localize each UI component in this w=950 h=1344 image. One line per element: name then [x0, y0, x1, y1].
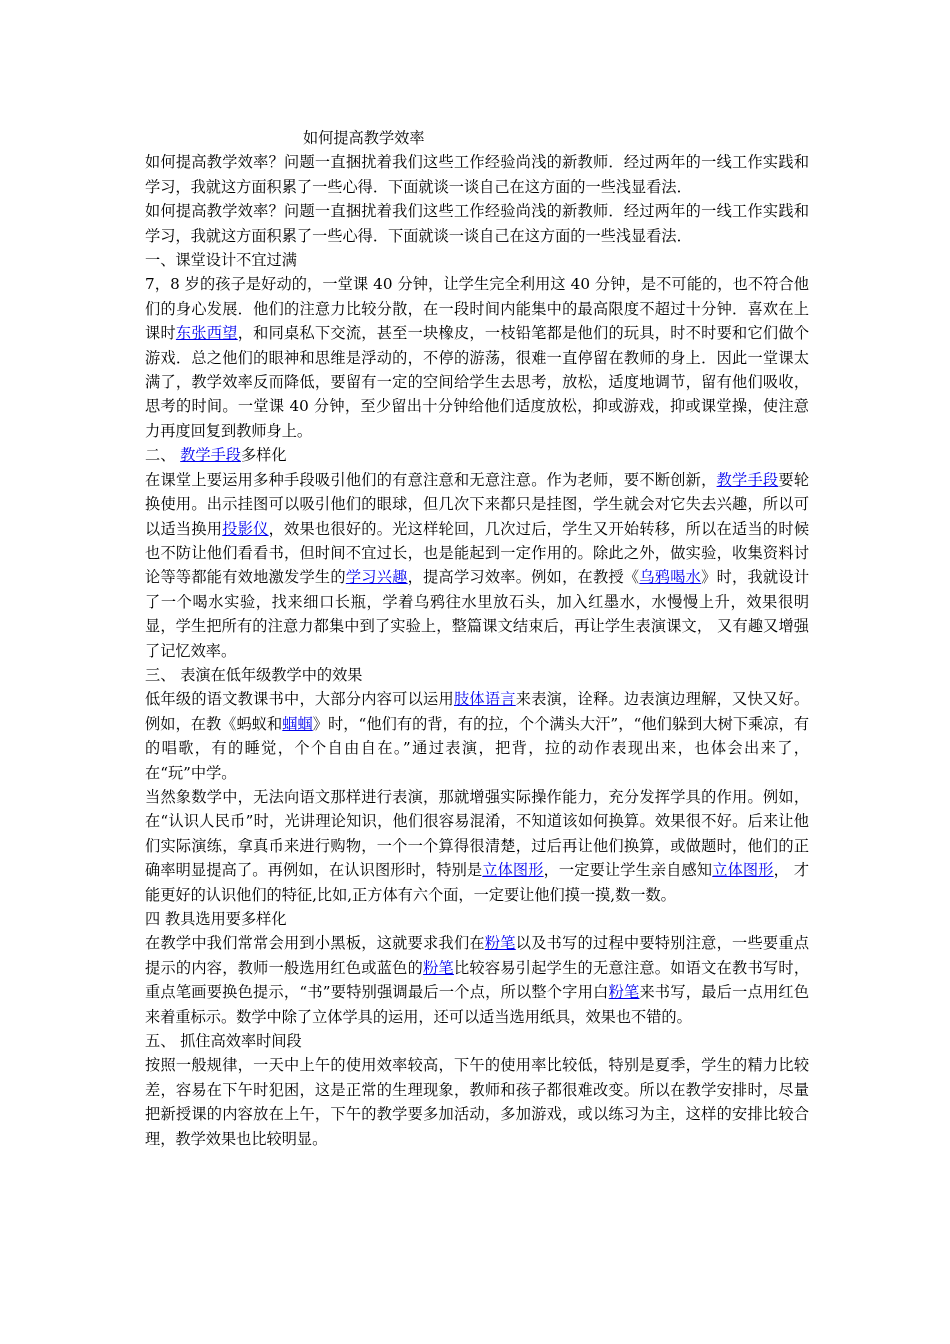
text-run: 五、 抓住高效率时间段	[145, 1032, 302, 1051]
text-run: 在教学中我们常常会用到小黑板，这就要求我们在	[145, 934, 485, 953]
text-run: ，提高学习效率。例如，在教授《	[407, 568, 640, 587]
paragraph	[145, 272, 809, 443]
text-run: 当然象数学中，无法向语文那样进行表演，那就增强实际操作能力，充分发挥学具的作用。例如，在“认识人民币”时，光讲理论知识，他们很容易混淆，不知道该如何换算。效果很不好。后来让他们实际演练，拿真币来进行购物，一个一个算得很清楚，过后再让他们换算，或做题时，他们的正确率明显提高了。再例如，在认识图形时，特别是	[145, 787, 809, 880]
text-run: 如何提高教学效率？问题一直捆扰着我们这些工作经验尚浅的新教师．经过两年的一线工作实践和学习，我就这方面积累了一些心得．下面就谈一谈自己在这方面的一些浅显看法．	[145, 202, 809, 245]
text-run: 》时，我就设计了一个喝水实验，找来细口长瓶，学着乌鸦往水里放石头，加入红墨水，水慢慢上升，效果很明显，学生把所有的注意力都集中到了实验上，整篇课文结束后，再让学生表演课文， 又有趣又增强了记忆效率。	[145, 568, 810, 660]
section-heading	[145, 248, 809, 272]
paragraph	[145, 931, 809, 1029]
keyword-link[interactable]: 投影仪	[222, 519, 269, 538]
keyword-link[interactable]: 教学手段	[716, 470, 779, 489]
section-heading	[145, 1029, 809, 1053]
text-run: ，效果也很好的。光这样轮回，几次过后，学生又开始转移，所以在适当的时候也不防让他们看看书，但时间不宜过长，也是能起到一定作用的。除此之外，做实验，收集资料讨论等等都能有效地激发学生的	[145, 519, 810, 587]
keyword-link[interactable]: 立体图形	[712, 861, 774, 880]
keyword-link[interactable]: 教学手段	[180, 446, 241, 465]
document-title: 如何提高教学效率	[303, 129, 425, 147]
text-run: 如何提高教学效率？问题一直捆扰着我们这些工作经验尚浅的新教师．经过两年的一线工作实践和学习，我就这方面积累了一些心得．下面就谈一谈自己在这方面的一些浅显看法．	[145, 153, 809, 196]
keyword-link[interactable]: 乌鸦喝水	[639, 568, 702, 587]
paragraph	[145, 150, 809, 199]
text-run: 低年级的语文教课书中，大部分内容可以运用	[145, 690, 454, 709]
keyword-link[interactable]: 粉笔	[423, 958, 454, 977]
text-run: 》时，“他们有的背，有的拉，个个满头大汗”，“他们躲到大树下乘凉，有的唱歌，有的睡觉，个个自由自在。”通过表演，把背，拉的动作表现出来，也体会出来了，在“玩”中学。	[145, 714, 810, 782]
paragraph	[145, 199, 809, 248]
text-run: 7，8 岁的孩子是好动的，一堂课 40 分钟，让学生完全利用这 40 分钟，是不可能的，也不符合他们的身心发展．他们的注意力比较分散，在一段时间内能集中的最高限度不超过十分钟．喜欢在上课时	[145, 275, 809, 343]
text-run: 比较容易引起学生的无意注意。如语文在教书写时，重点笔画要换色提示，“书”要特别强调最后一个点，所以整个字用白	[145, 958, 810, 1002]
text-run: 按照一般规律，一天中上午的使用效率较高，下午的使用率比较低，特别是夏季，学生的精力比较差，容易在下午时犯困，这是正常的生理现象，教师和孩子都很难改变。所以在教学安排时，尽量把新授课的内容放在上午，下午的教学要多加活动，多加游戏，或以练习为主，这样的安排比较合理，教学效果也比较明显。	[145, 1056, 809, 1148]
paragraph	[145, 785, 809, 907]
text-run: ， 才能更好的认识他们的特征,比如,正方体有六个面，一定要让他们摸一摸,数一数。	[145, 861, 810, 904]
text-run: ，一定要让学生亲自感知	[543, 861, 713, 880]
keyword-link[interactable]: 东张西望	[175, 324, 238, 343]
text-run: 二、	[145, 446, 181, 465]
keyword-link[interactable]: 学习兴趣	[345, 568, 408, 587]
keyword-link[interactable]: 粉笔	[484, 934, 516, 953]
text-run: 来书写，最后一点用红色来着重标示。数学中除了立体学具的运用，还可以适当选用纸具，效果也不错的。	[145, 983, 810, 1026]
keyword-link[interactable]: 肢体语言	[453, 690, 516, 709]
document-page	[145, 126, 809, 1151]
document-body	[145, 150, 809, 1151]
section-heading	[145, 907, 809, 931]
paragraph	[145, 687, 809, 785]
keyword-link[interactable]: 粉笔	[608, 983, 640, 1002]
paragraph	[145, 468, 809, 663]
text-run: 在课堂上要运用多种手段吸引他们的有意注意和无意注意。作为老师，要不断创新，	[145, 470, 717, 489]
text-run: 以及书写的过程中要特别注意，一些要重点提示的内容，教师一般选用红色或蓝色的	[145, 934, 810, 977]
section-heading	[145, 663, 809, 687]
paragraph	[145, 1053, 809, 1151]
section-heading	[145, 443, 809, 467]
text-run: 要轮换使用。出示挂图可以吸引他们的眼球，但几次下来都只是挂图，学生就会对它失去兴趣，所以可以适当换用	[145, 470, 810, 538]
text-run: 多样化	[240, 446, 287, 465]
text-run: 四 教具选用要多样化	[145, 910, 287, 928]
text-run: 一、课堂设计不宜过满	[145, 251, 297, 270]
text-run: 三、 表演在低年级教学中的效果	[145, 665, 363, 684]
text-run: 来表演，诠释。边表演边理解，又快又好。例如，在教《蚂蚁和	[145, 690, 810, 733]
text-run: ，和同桌私下交流，甚至一块橡皮，一枝铅笔都是他们的玩具，时不时要和它们做个游戏．总之他们的眼神和思维是浮动的，不停的游荡，很难一直停留在教师的身上．因此一堂课太满了，教学效率反而降低，要留有一定的空间给学生去思考，放松，适度地调节，留有他们吸收，思考的时间。一堂课 40 分钟，至少留出十分钟给他们适度放松，抑或游戏，抑或课堂操，使注意力再度回复到教师身上。	[145, 324, 810, 440]
keyword-link[interactable]: 立体图形	[482, 861, 544, 880]
keyword-link[interactable]: 蝈蝈	[282, 714, 313, 733]
